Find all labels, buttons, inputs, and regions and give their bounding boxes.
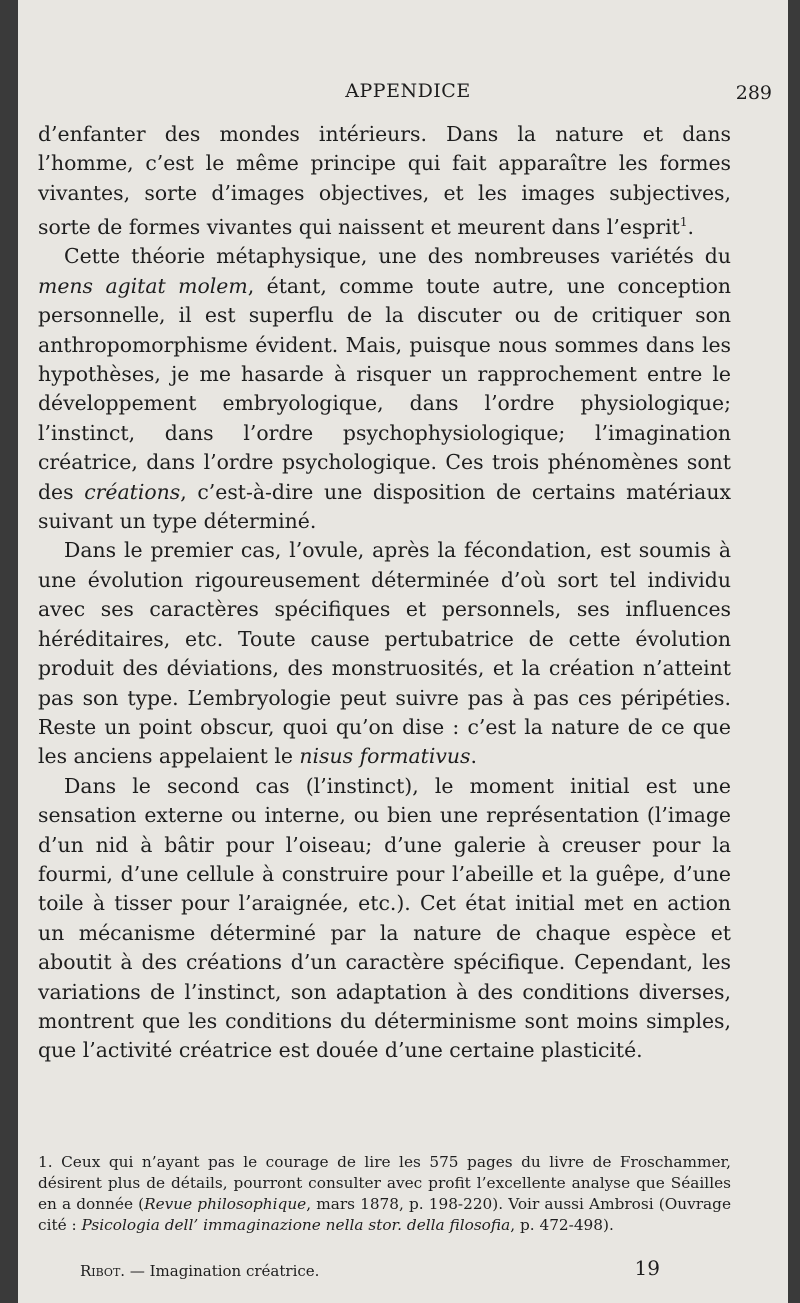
page-header [38, 80, 778, 106]
paragraph-text: , étant, comme toute autre, une conception personnelle, il est superflu de la discuter ou de critiquer son anthropomorphisme évident. Mais, puisque nous sommes dans les hypothèses, je me hasarde à risquer un rapprochement entre le développement embryologique, dans l’ordre physiologique; l’instinct, dans l’ordre psychophysiologique; l’imagination créatrice, dans l’ordre psychologique. Ces trois phénomènes sont des [38, 273, 731, 504]
footer-title: . — Imagination créatrice. [120, 1262, 320, 1280]
paragraph-text: , c’est-à-dire une disposition de certains matériaux suivant un type déterminé. [38, 479, 731, 534]
italic-phrase: Revue philosophique [144, 1195, 307, 1213]
footer-author: Ribot [80, 1262, 121, 1280]
page-footer [80, 1256, 680, 1286]
footnote-number: 1. [38, 1153, 53, 1171]
paragraph [38, 120, 731, 242]
page-number: 289 [735, 82, 772, 104]
paragraph [38, 242, 731, 536]
book-page [18, 0, 788, 1303]
footnote-text: , mars 1878, p. 198-220). Voir aussi Ambrosi (Ouvrage cité : [38, 1195, 732, 1234]
running-title: APPENDICE [345, 80, 471, 102]
italic-phrase: nisus formativus [299, 744, 471, 769]
italic-phrase: Psicologia dell’ immaginazione nella stor. della filosofia [81, 1216, 511, 1234]
paragraph-text: d’enfanter des mondes intérieurs. Dans la nature et dans l’homme, c’est le même principe qui fait apparaître les formes vivantes, sorte d’images objectives, et les images subjectives, sorte de formes vivantes qui naissent et meurent dans l’esprit [38, 122, 731, 240]
paragraph [38, 536, 731, 771]
paragraph-text: Dans le premier cas, l’ovule, après la fécondation, est soumis à une évolution rigoureusement déterminée d’où sort tel individu avec ses caractères spécifiques et personnels, ses influences héréditaires, etc. Toute cause pertubatrice de cette évolution produit des déviations, des monstruosités, et la création n’atteint pas son type. L’embryologie peut suivre pas à pas ces péripéties. Reste un point obscur, quoi qu’on dise : c’est la nature de ce que les anciens appelaient le [38, 538, 731, 769]
paragraph-text: Cette théorie métaphysique, une des nombreuses variétés du [64, 244, 731, 269]
italic-phrase: mens agitat molem [38, 273, 248, 298]
signature-mark: 19 [634, 1256, 660, 1280]
footnote-text: Ceux qui n’ayant pas le courage de lire les 575 pages du livre de Froschammer, désirent plus de détails, pourront consulter avec profit l’excellente analyse que Séailles en a donnée ( [38, 1153, 731, 1213]
footnote-reference: 1 [679, 215, 688, 230]
footnote-text: , p. 472-498). [510, 1216, 614, 1234]
italic-phrase: créations [84, 479, 181, 504]
footnote [38, 1152, 731, 1236]
paragraph-text: . [687, 215, 694, 240]
paragraph-text: . [470, 744, 477, 769]
paragraph: Dans le second cas (l’instinct), le moment initial est une sensation externe ou interne, ou bien une représentation (l’image d’un nid à bâtir pour l’oiseau; d’une galerie à creuser pour la fourmi, d’une cellule à construire pour l’abeille et la guêpe, d’une toile à tisser pour l’araignée, etc.). Cet état initial met en action un mécanisme déterminé par la nature de chaque espèce et aboutit à des créations d’un caractère spécifique. Cependant, les variations de l’instinct, son adaptation à des conditions diverses, montrent que les conditions du déterminisme sont moins simples, que l’activité créatrice est douée d’une certaine plasticité. [38, 773, 731, 1063]
body-text [38, 120, 731, 1066]
